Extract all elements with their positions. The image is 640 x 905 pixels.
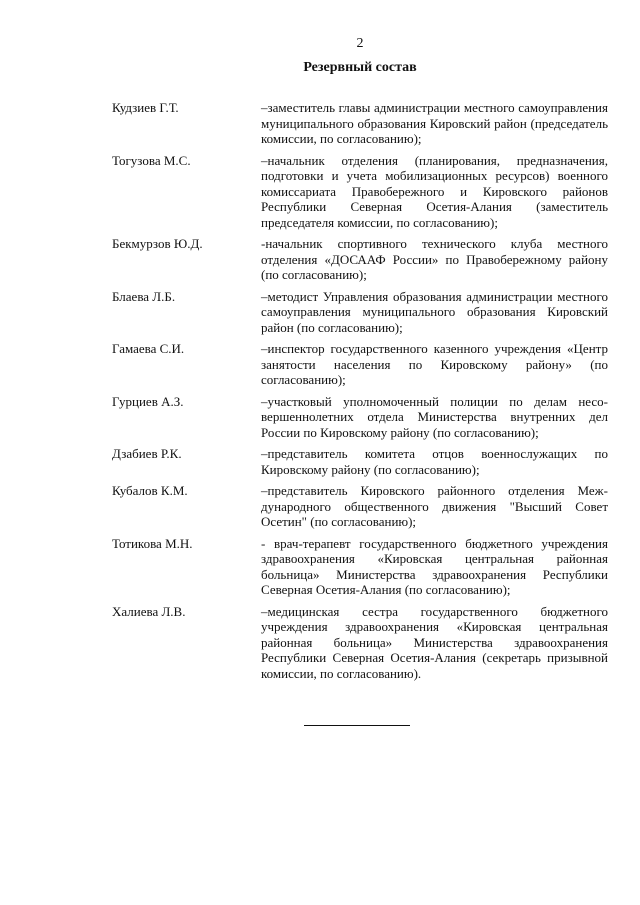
member-name: Халиева Л.В. xyxy=(112,603,186,619)
member-name: Тотикова М.Н. xyxy=(112,535,193,551)
members-list xyxy=(112,100,608,687)
member-name: Кудзиев Г.Т. xyxy=(112,100,179,115)
member-name: Тогузова М.С. xyxy=(112,152,191,168)
member-role: –медицинская сестра государственного бюджетного учреждения здравоохранения «Кировская центральная районная больница» Министерства здравоохранения Республики Северная Осетия-Алания (секретарь призывной комиссии, по согласованию). xyxy=(261,603,608,681)
page-number: 2 xyxy=(356,36,364,51)
member-row xyxy=(112,289,608,336)
member-role: –представитель Кировского районного отделения Международного общественного движения "Высший Совет Осетин" (по согласованию); xyxy=(261,483,608,529)
member-name: Дзабиев Р.К. xyxy=(112,446,182,461)
member-name: Гамаева С.И. xyxy=(112,341,185,356)
member-row xyxy=(112,483,608,530)
member-row xyxy=(112,236,608,283)
member-role: –методист Управления образования администрации местного самоуправления муниципального образования Кировский район (по согласованию); xyxy=(261,288,608,335)
member-role: –участковый уполномоченный полиции по делам несовершеннолетних отдела Министерства внутренних дел России по Кировскому району (по согласованию); xyxy=(261,393,608,440)
member-role: –представитель комитета отцов военнослужащих по Кировскому району (по согласованию); xyxy=(261,446,608,477)
member-name: Блаева Л.Б. xyxy=(112,288,176,304)
footer-divider xyxy=(304,725,410,726)
member-name: Гурциев А.З. xyxy=(112,393,184,409)
member-role: –начальник отделения (планирования, предназначения, подготовки и учета мобилизационных ресурсов) военного комиссариата Правобережного и Кировского районов Республики Северная Осетия-Алания (заместитель председателя комиссии, по согласованию); xyxy=(261,152,608,230)
member-role: –инспектор государственного казенного учреждения «Центр занятости населения по Кировскому району» (по согласованию); xyxy=(261,341,608,387)
member-row xyxy=(112,604,608,682)
member-role: -начальник спортивного технического клуба местного отделения «ДОСААФ России» по Правобережному району (по согласованию); xyxy=(261,236,608,282)
member-name: Кубалов К.М. xyxy=(112,483,188,498)
member-row xyxy=(112,394,608,441)
member-row xyxy=(112,341,608,388)
page-title: Резервный состав xyxy=(303,60,417,75)
member-row xyxy=(112,100,608,147)
member-row xyxy=(112,536,608,598)
member-role: –заместитель главы администрации местного самоуправления муниципального образования Кировский район (председатель комиссии, по согласованию); xyxy=(261,100,608,146)
member-name: Бекмурзов Ю.Д. xyxy=(112,236,203,251)
member-row xyxy=(112,446,608,477)
member-role: - врач-терапевт государственного бюджетного учреждения здравоохранения «Кировская центральная районная больница» Министерства здравоохранения Республики Северная Осетия-Алания (по согласованию); xyxy=(261,535,608,597)
member-row xyxy=(112,153,608,231)
